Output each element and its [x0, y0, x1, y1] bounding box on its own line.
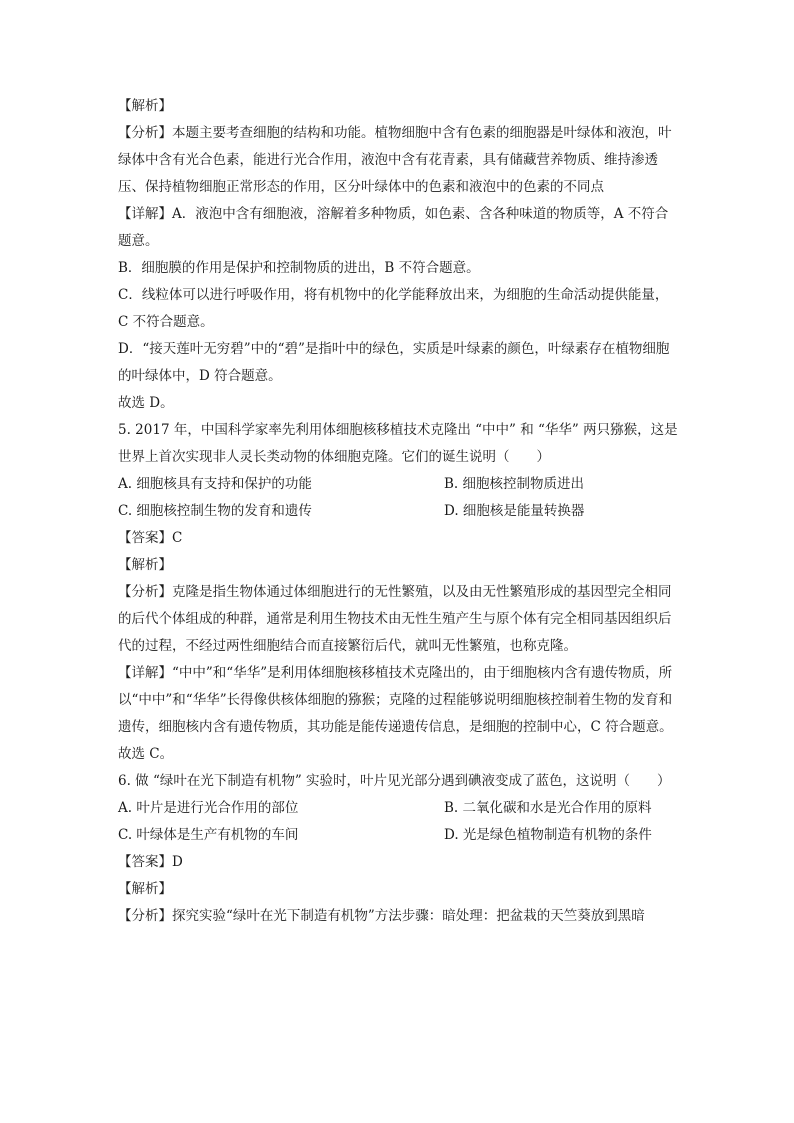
q5-jiexi-label: 【解析】	[118, 557, 172, 573]
q5-stem: 5. 2017 年，中国科学家率先利用体细胞核移植技术克隆出 “中中” 和 “华华” 两只猕猴，这是世界上首次实现非人灵长类动物的体细胞克隆。它们的诞生说明（ ）	[118, 422, 678, 465]
q5-option-c: C. 细胞核控制生物的发育和遗传	[118, 503, 312, 519]
q5-options-row-2	[118, 498, 678, 525]
q5-option-a: A. 细胞核具有支持和保护的功能	[118, 476, 312, 492]
q5-options-row-1	[118, 471, 678, 498]
q4-xiangjie-b: B．细胞膜的作用是保护和控制物质的进出，B 不符合题意。	[118, 260, 480, 276]
q4-xiangjie-a: 【详解】A．液泡中含有细胞液，溶解着多种物质，如色素、含各种味道的物质等，A 不符合题意。	[118, 206, 669, 249]
q4-xiangjie-d: D．“接天莲叶无穷碧”中的“碧”是指叶中的绿色，实质是叶绿素的颜色，叶绿素存在植物细胞的叶绿体中，D 符合题意。	[118, 341, 670, 384]
q4-xiangjie-c: C．线粒体可以进行呼吸作用，将有机物中的化学能释放出来，为细胞的生命活动提供能量，C 不符合题意。	[118, 287, 669, 330]
q6-stem: 6. 做 “绿叶在光下制造有机物” 实验时，叶片见光部分遇到碘液变成了蓝色，这说明（ ）	[118, 773, 671, 789]
q5-option-b: B. 细胞核控制物质进出	[444, 476, 585, 492]
q4-fenxi: 【分析】本题主要考查细胞的结构和功能。植物细胞中含有色素的细胞器是叶绿体和液泡，叶绿体中含有光合色素，能进行光合作用，液泡中含有花青素，具有储藏营养物质、维持渗透压、保持植物细胞正常形态的作用，区分叶绿体中的色素和液泡中的色素的不同点	[118, 125, 672, 195]
q6-fenxi: 【分析】探究实验“绿叶在光下制造有机物”方法步骤：暗处理：把盆栽的天竺葵放到黑暗	[118, 908, 645, 924]
q5-fenxi: 【分析】克隆是指生物体通过体细胞进行的无性繁殖，以及由无性繁殖形成的基因型完全相同的后代个体组成的种群，通常是利用生物技术由无性生殖产生与原个体有完全相同基因组织后代的过程，不经过两性细胞结合而直接繁衍后代，就叫无性繁殖，也称克隆。	[118, 584, 672, 654]
q5-conclusion: 故选 C。	[118, 746, 174, 762]
q5-option-d: D. 细胞核是能量转换器	[444, 503, 585, 519]
q6-options-row-1	[118, 795, 678, 822]
q6-option-c: C. 叶绿体是生产有机物的车间	[118, 827, 299, 843]
q6-option-d: D. 光是绿色植物制造有机物的条件	[444, 827, 652, 843]
q6-option-b: B. 二氧化碳和水是光合作用的原料	[444, 800, 652, 816]
q6-answer: 【答案】D	[118, 854, 183, 870]
q4-conclusion: 故选 D。	[118, 395, 174, 411]
q5-xiangjie: 【详解】“中中”和“华华”是利用体细胞核移植技术克隆出的，由于细胞核内含有遗传物质，所以“中中”和“华华”长得像供核体细胞的猕猴；克隆的过程能够说明细胞核控制着生物的发育和遗传，细胞核内含有遗传物质，其功能是能传递遗传信息，是细胞的控制中心，C 符合题意。	[118, 665, 673, 735]
q5-answer: 【答案】C	[118, 530, 183, 546]
q6-options-row-2	[118, 822, 678, 849]
q6-option-a: A. 叶片是进行光合作用的部位	[118, 800, 299, 816]
q6-jiexi-label: 【解析】	[118, 881, 172, 897]
q4-jiexi-label: 【解析】	[118, 98, 172, 114]
document-page	[118, 93, 678, 930]
